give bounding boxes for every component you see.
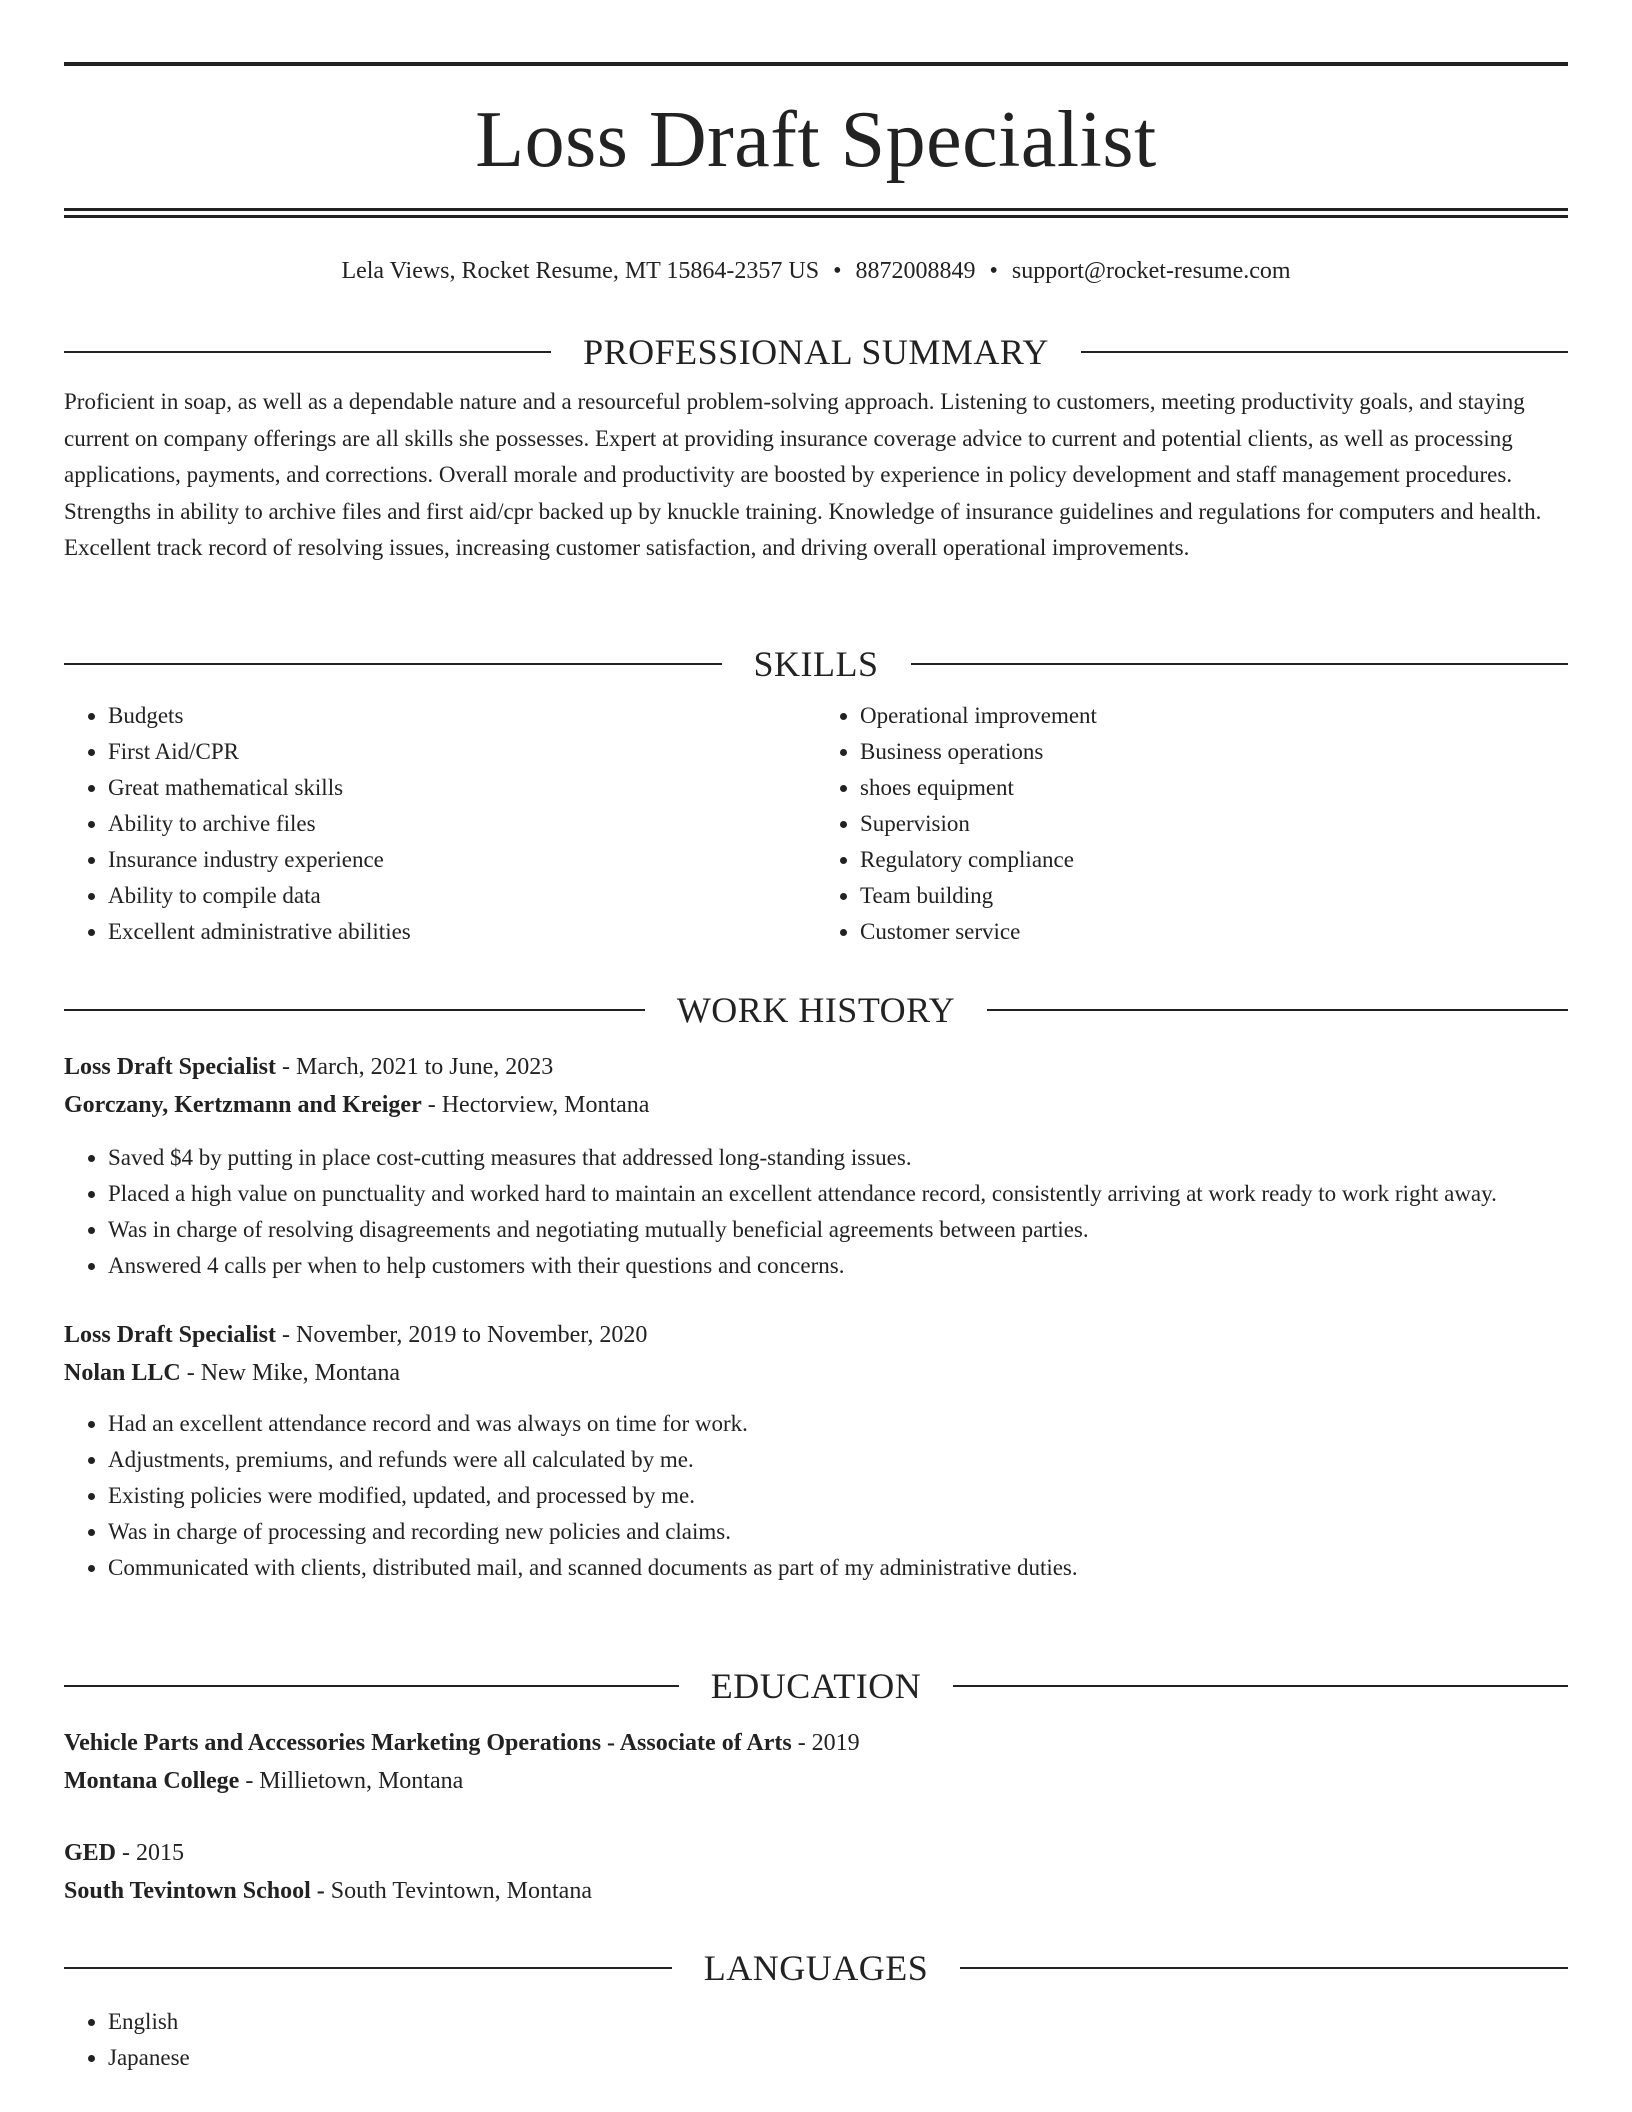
education-school-line	[64, 1872, 1568, 1910]
section-title: WORK HISTORY	[676, 990, 956, 1030]
skill-item: • Insurance industry experience	[108, 842, 816, 878]
heading-rule-left	[64, 351, 551, 353]
languages-section	[64, 1946, 1568, 2076]
job-title-line	[64, 1048, 1568, 1086]
job-bullet: • Answered 4 calls per when to help customers with their questions and concerns.	[108, 1248, 1568, 1284]
summary-text: Proficient in soap, as well as a dependable nature and a resourceful problem-solving approach. Listening to customers, meeting productivity goals, and staying current on company offerings are all skills she possesses. Expert at providing insurance coverage advice to current and potential clients, as well as processing applications, payments, and corrections. Overall morale and productivity are boosted by experience in policy development and staff management procedures. Strengths in ability to archive files and first aid/cpr backed up by knuckle training. Knowledge of insurance guidelines and regulations for computers and health. Excellent track record of resolving issues, increasing customer satisfaction, and driving overall operational improvements.	[64, 389, 1542, 560]
heading-rule-left	[64, 1009, 645, 1011]
job-company: Gorczany, Kertzmann and Kreiger	[64, 1092, 422, 1118]
heading-rule-right	[953, 1685, 1568, 1687]
job-bullet: • Had an excellent attendance record and was always on time for work.	[108, 1406, 1568, 1442]
job-entry	[64, 1048, 1568, 1284]
skill-item: • Operational improvement	[860, 698, 1568, 734]
skill-item: • Ability to archive files	[108, 806, 816, 842]
skills-heading	[64, 642, 1568, 686]
heading-rule-right	[911, 663, 1569, 665]
section-title: LANGUAGES	[703, 1948, 929, 1988]
resume-name: Loss Draft Specialist	[475, 96, 1157, 184]
job-bullets	[64, 1406, 1568, 1586]
job-company-line	[64, 1354, 1568, 1392]
education-degree: GED	[64, 1840, 117, 1866]
contact-line	[64, 254, 1568, 288]
skill-item: • Customer service	[860, 914, 1568, 950]
education-year: - 2015	[116, 1840, 185, 1866]
education-degree: Vehicle Parts and Accessories Marketing Operations - Associate of Arts	[64, 1730, 792, 1756]
skill-item: • shoes equipment	[860, 770, 1568, 806]
job-title: Loss Draft Specialist	[64, 1322, 276, 1348]
education-school-separator: -	[310, 1878, 325, 1904]
contact-phone: 8872008849	[855, 258, 976, 284]
double-rule-upper	[64, 208, 1568, 211]
skill-item: • Great mathematical skills	[108, 770, 816, 806]
job-company: Nolan LLC	[64, 1360, 181, 1386]
languages-list	[64, 2004, 1568, 2076]
heading-rule-left	[64, 1967, 672, 1969]
education-heading	[64, 1664, 1568, 1708]
education-degree-line	[64, 1834, 1568, 1872]
heading-rule-left	[64, 663, 722, 665]
languages-heading	[64, 1946, 1568, 1990]
job-company-line	[64, 1086, 1568, 1124]
job-location: - New Mike, Montana	[180, 1360, 400, 1386]
heading-rule-right	[960, 1967, 1568, 1969]
job-bullet: • Saved $4 by putting in place cost-cutting measures that addressed long-standing issues.	[108, 1140, 1568, 1176]
skills-columns	[64, 698, 1568, 950]
section-title: PROFESSIONAL SUMMARY	[583, 332, 1049, 372]
job-entry	[64, 1316, 1568, 1586]
job-bullet: • Communicated with clients, distributed mail, and scanned documents as part of my administrative duties.	[108, 1550, 1568, 1586]
job-dates: - March, 2021 to June, 2023	[276, 1054, 554, 1080]
job-location: - Hectorview, Montana	[421, 1092, 650, 1118]
education-location: South Tevintown, Montana	[324, 1878, 592, 1904]
skill-item: • Business operations	[860, 734, 1568, 770]
heading-rule-right	[1081, 351, 1568, 353]
skill-item: • Team building	[860, 878, 1568, 914]
skills-list-left	[64, 698, 816, 950]
section-title: EDUCATION	[710, 1666, 922, 1706]
education-location: - Millietown, Montana	[239, 1768, 464, 1794]
skill-item: • Ability to compile data	[108, 878, 816, 914]
education-section	[64, 1664, 1568, 1910]
skills-list-right	[816, 698, 1568, 950]
job-bullet: • Was in charge of resolving disagreements and negotiating mutually beneficial agreements between parties.	[108, 1212, 1568, 1248]
education-year: - 2019	[791, 1730, 860, 1756]
contact-separator: •	[833, 258, 842, 284]
contact-address: Lela Views, Rocket Resume, MT 15864-2357 US	[341, 258, 820, 284]
summary-section	[64, 330, 1568, 567]
education-entry	[64, 1834, 1568, 1910]
skills-section	[64, 642, 1568, 950]
job-title-line	[64, 1316, 1568, 1354]
education-entry	[64, 1724, 1568, 1800]
double-rule-lower	[64, 215, 1568, 218]
top-rule	[64, 62, 1568, 66]
job-bullets	[64, 1140, 1568, 1284]
skill-item: • First Aid/CPR	[108, 734, 816, 770]
skill-item: • Excellent administrative abilities	[108, 914, 816, 950]
education-school: Montana College	[64, 1768, 240, 1794]
contact-email: support@rocket-resume.com	[1011, 258, 1291, 284]
job-dates: - November, 2019 to November, 2020	[276, 1322, 648, 1348]
language-item: • Japanese	[108, 2040, 1568, 2076]
job-bullet: • Placed a high value on punctuality and worked hard to maintain an excellent attendance record, consistently arriving at work ready to work right away.	[108, 1176, 1568, 1212]
education-school: South Tevintown School	[64, 1878, 311, 1904]
skill-item: • Budgets	[108, 698, 816, 734]
education-degree-line	[64, 1724, 1568, 1762]
work-section	[64, 988, 1568, 1586]
work-heading	[64, 988, 1568, 1032]
section-title: SKILLS	[753, 644, 879, 684]
contact-separator: •	[989, 258, 998, 284]
heading-rule-left	[64, 1685, 679, 1687]
skill-item: • Regulatory compliance	[860, 842, 1568, 878]
job-bullet: • Existing policies were modified, updated, and processed by me.	[108, 1478, 1568, 1514]
job-bullet: • Adjustments, premiums, and refunds were all calculated by me.	[108, 1442, 1568, 1478]
language-item: • English	[108, 2004, 1568, 2040]
summary-heading	[64, 330, 1568, 374]
job-title: Loss Draft Specialist	[64, 1054, 276, 1080]
heading-rule-right	[987, 1009, 1568, 1011]
skill-item: • Supervision	[860, 806, 1568, 842]
job-bullet: • Was in charge of processing and recording new policies and claims.	[108, 1514, 1568, 1550]
education-school-line	[64, 1762, 1568, 1800]
